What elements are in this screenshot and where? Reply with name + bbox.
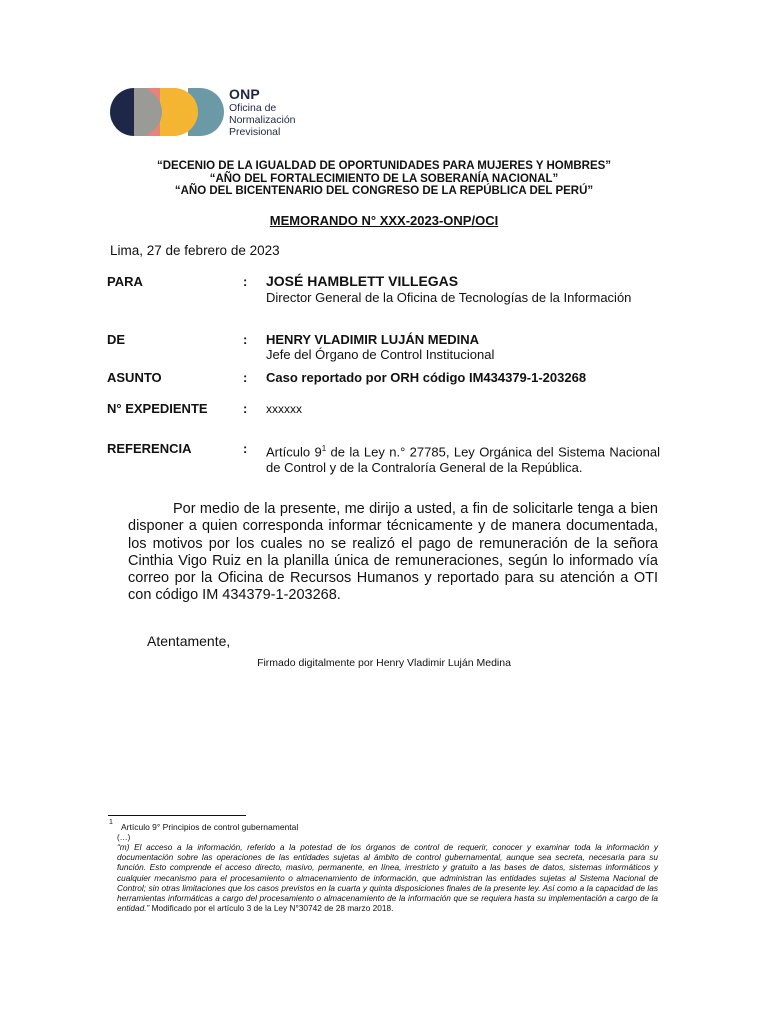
footnote-ref-1[interactable]: 1 bbox=[321, 444, 327, 453]
asunto-value: Caso reportado por ORH código IM434379-1-203268 bbox=[266, 370, 587, 385]
de-label: DE bbox=[107, 332, 126, 347]
logo-subtitle-3: Previsional bbox=[229, 126, 281, 138]
asunto-label: ASUNTO bbox=[107, 370, 162, 385]
mottos bbox=[60, 160, 708, 198]
footnote-text bbox=[117, 842, 658, 913]
para-name: JOSÉ HAMBLETT VILLEGAS bbox=[266, 273, 459, 289]
expediente-colon: : bbox=[243, 401, 248, 416]
digital-signature: Firmado digitalmente por Henry Vladimir Luján Medina bbox=[257, 657, 511, 669]
memo-date: Lima, 27 de febrero de 2023 bbox=[110, 243, 280, 258]
referencia-colon: : bbox=[243, 441, 248, 456]
footnote-title: Artículo 9° Principios de control gubernamental bbox=[121, 822, 299, 832]
referencia-label: REFERENCIA bbox=[107, 441, 192, 456]
logo-navy-shape bbox=[110, 88, 134, 136]
footnote-ellipsis: (…) bbox=[117, 833, 131, 842]
asunto-colon: : bbox=[243, 370, 248, 385]
de-colon: : bbox=[243, 332, 248, 347]
de-role: Jefe del Órgano de Control Institucional bbox=[266, 347, 495, 362]
expediente-label: N° EXPEDIENTE bbox=[107, 401, 208, 416]
logo-brand: ONP bbox=[229, 86, 260, 102]
body-paragraph: Por medio de la presente, me dirijo a usted, a fin de solicitarle tenga a bien disponer a quien corresponda informar técnicamente y de manera documentada, los motivos por los cuales no se realizó el pago de remuneración de la señora Cinthia Vigo Ruiz en la planilla única de remuneraciones, según lo informado vía correo por la Oficina de Recursos Humanos y reportado para su atención a OTI con código IM 434379-1-203268. bbox=[128, 501, 658, 604]
logo-text bbox=[229, 86, 296, 138]
para-colon: : bbox=[243, 274, 248, 289]
para-role: Director General de la Oficina de Tecnologías de la Información bbox=[266, 290, 632, 305]
footnote-mark: 1 bbox=[109, 819, 113, 826]
referencia-post: de la Ley n.° 27785, Ley Orgánica del Sistema Nacional de Control y de la Contraloría General de la República. bbox=[266, 444, 661, 475]
logo-subtitle-2: Normalización bbox=[229, 114, 296, 126]
expediente-value: xxxxxx bbox=[266, 402, 302, 416]
closing: Atentamente, bbox=[147, 633, 231, 649]
footnote-quote: “m) El acceso a la información, referido a la potestad de los órganos de control de requerir, conocer y examinar toda la información y documentación sobre las operaciones de las entidades sujetas al ámbito de control gubernamental, aunque sea secreta, necesaria para su función. Esto comprende el acceso directo, masivo, permanente, en línea, irrestricto y gratuito a las bases de datos, sistemas informáticos y cualquier mecanismo para el procesamiento o almacenamiento de información, que administran las entidades sujetas al Sistema Nacional de Control; sin otras limitaciones que los casos previstos en la cuarta y quinta disposiciones finales de la presente ley. Así como a la capacidad de las herramientas informáticas a cargo del procesamiento o almacenamiento de la información que se requiera hasta su implementación a cargo de la entidad.” bbox=[117, 842, 658, 914]
de-name: HENRY VLADIMIR LUJÁN MEDINA bbox=[266, 332, 480, 347]
motto-line: “AÑO DEL BICENTENARIO DEL CONGRESO DE LA REPÚBLICA DEL PERÚ” bbox=[174, 185, 594, 197]
footnote-separator bbox=[108, 815, 246, 816]
referencia-value bbox=[266, 441, 660, 475]
memo-title: MEMORANDO N° XXX-2023-ONP/OCI bbox=[269, 213, 499, 228]
footnote-modification: Modificado por el artículo 3 de la Ley N°30742 de 28 marzo 2018. bbox=[149, 903, 394, 914]
motto-line: “AÑO DEL FORTALECIMIENTO DE LA SOBERANÍA NACIONAL” bbox=[209, 172, 559, 185]
motto-line: “DECENIO DE LA IGUALDAD DE OPORTUNIDADES PARA MUJERES Y HOMBRES” bbox=[156, 160, 612, 172]
para-label: PARA bbox=[107, 274, 143, 289]
logo-subtitle-1: Oficina de bbox=[229, 102, 277, 114]
referencia-pre: Artículo 9 bbox=[266, 444, 322, 460]
